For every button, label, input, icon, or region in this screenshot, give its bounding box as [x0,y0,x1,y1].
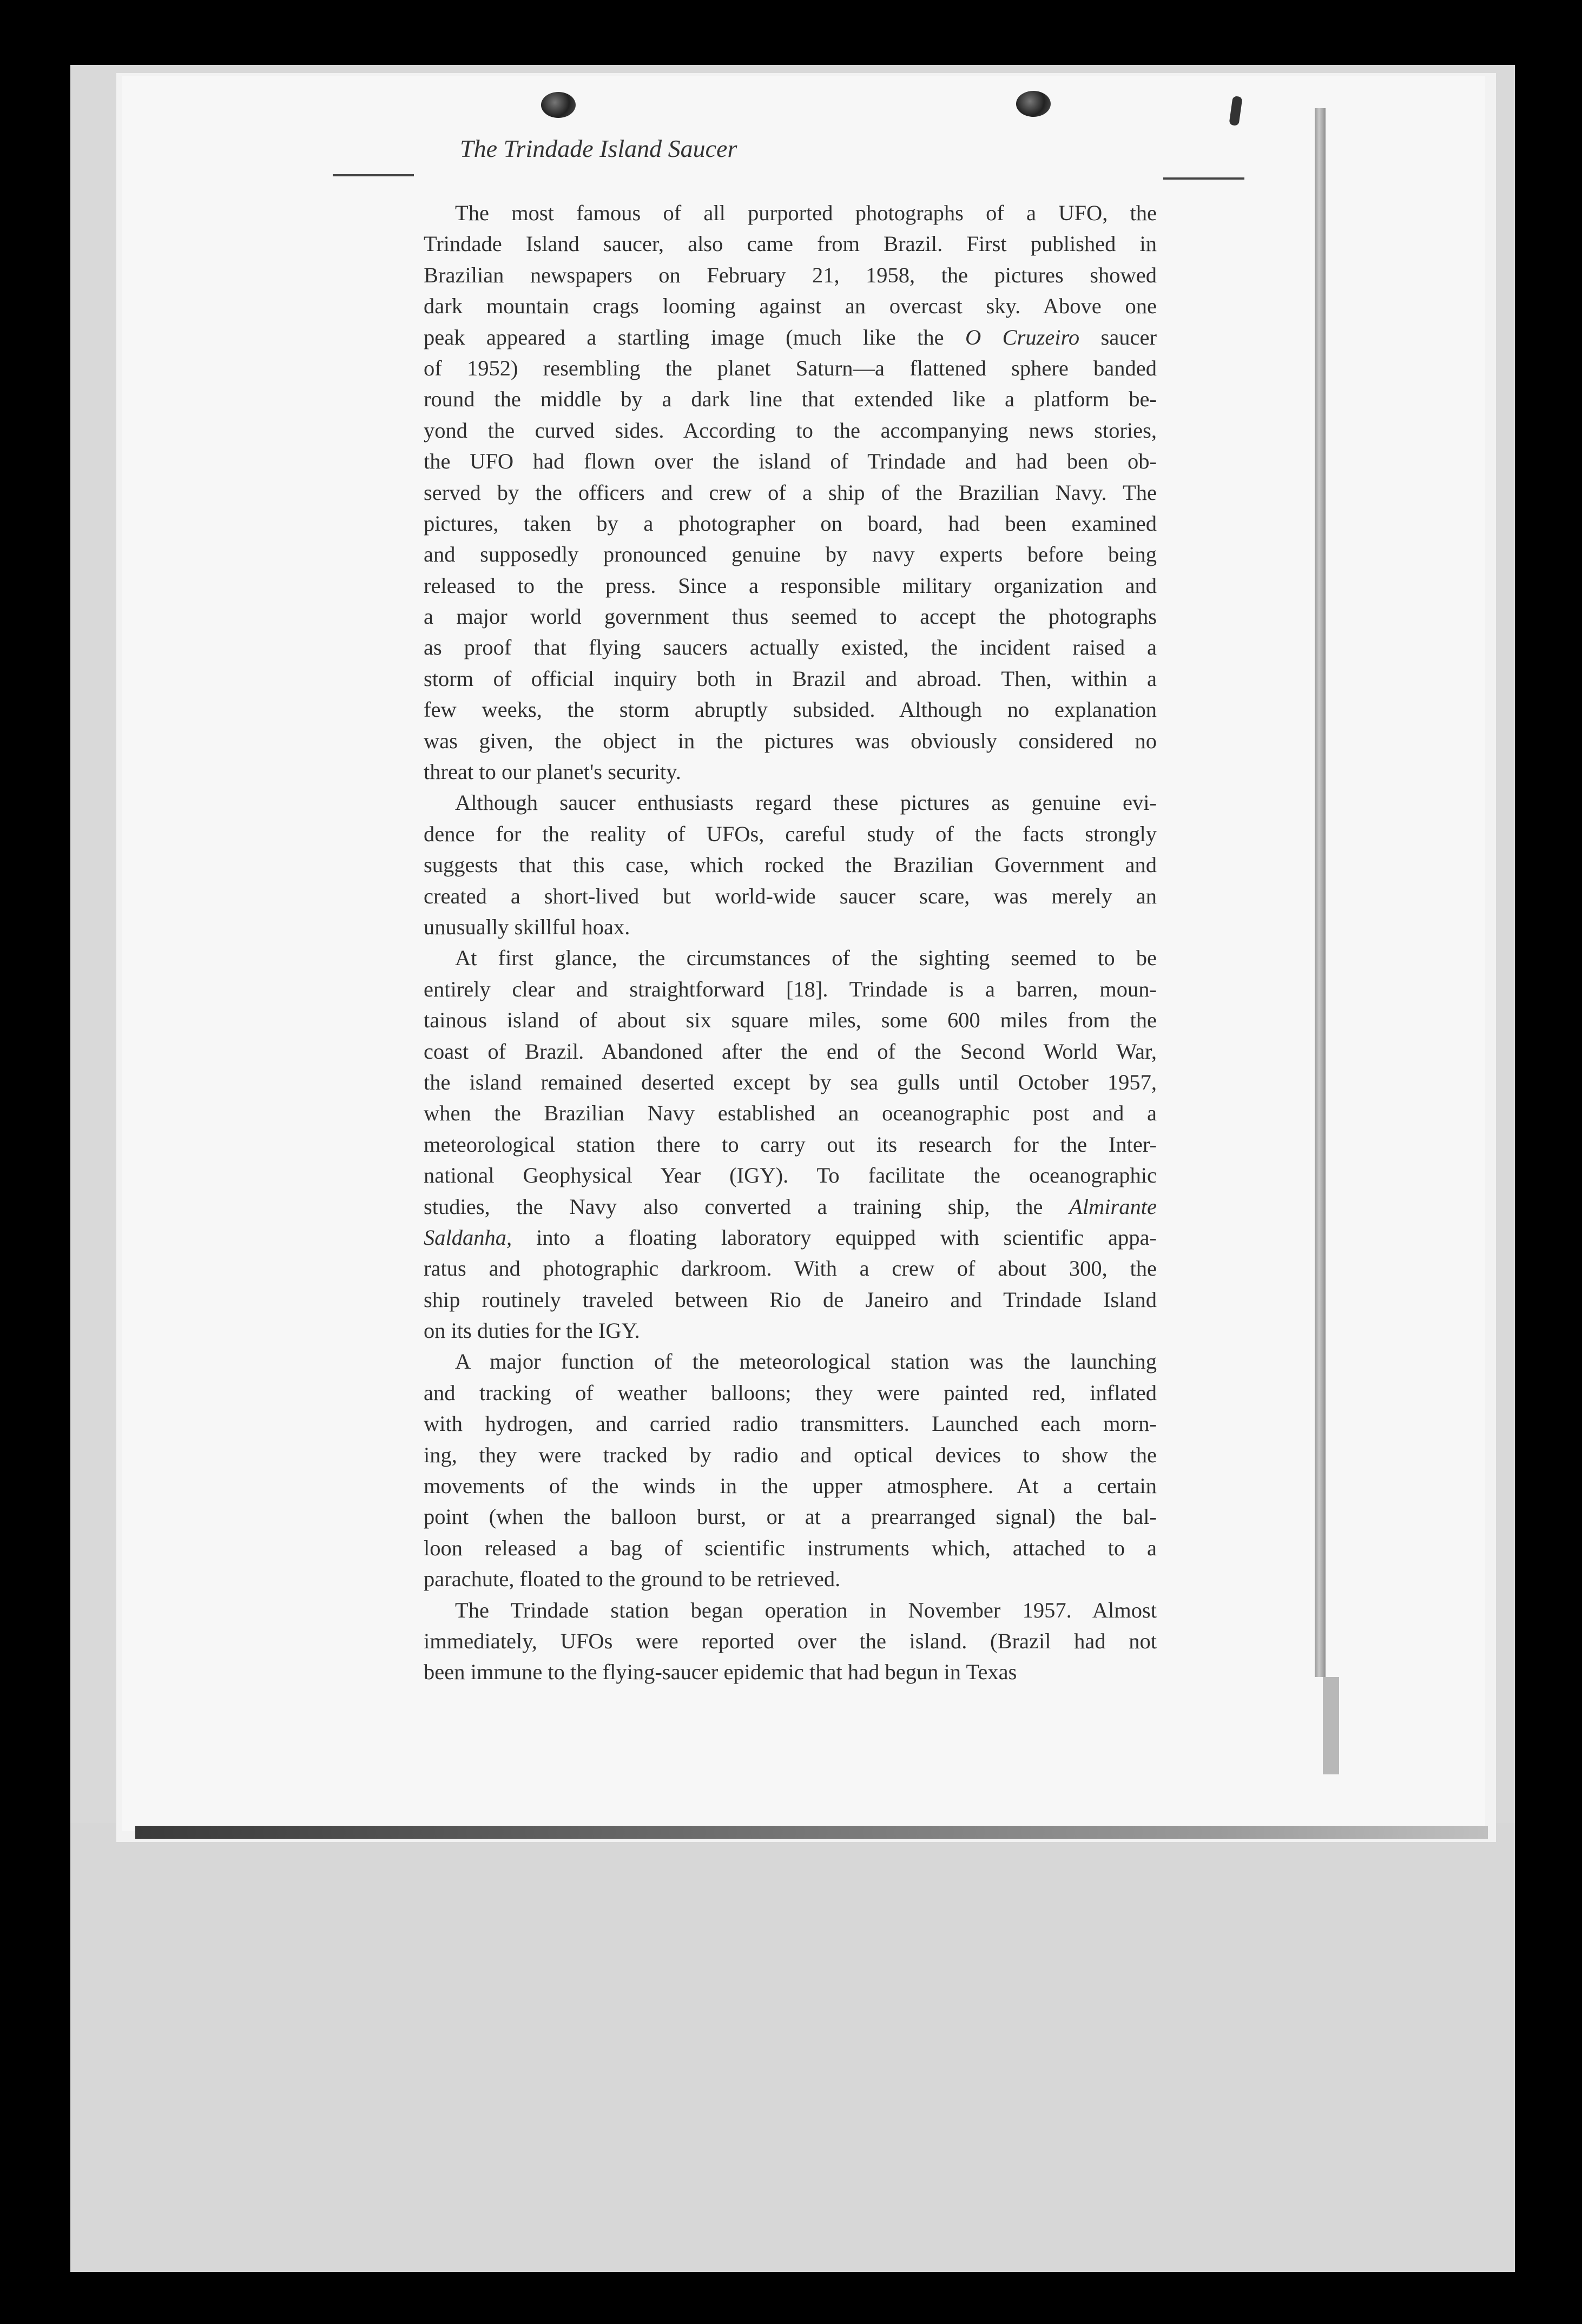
italic-text: O Cruzeiro [965,325,1080,349]
text-line: threat to our planet's security. [424,760,681,784]
text-line: the UFO had flown over the island of Trindade and had been ob- [424,449,1157,474]
text-line: and tracking of weather balloons; they were painted red, inflated [424,1380,1157,1405]
text-line: ratus and photographic darkroom. With a crew of about 300, the [424,1256,1157,1281]
text-line: a major world government thus seemed to accept the photographs [424,604,1157,629]
text-line: ing, they were tracked by radio and optical devices to show the [424,1442,1157,1467]
text-line: was given, the object in the pictures was obviously considered no [424,728,1157,753]
text-line: on its duties for the IGY. [424,1318,640,1343]
text-line: tainous island of about six square miles, some 600 miles from the [424,1008,1157,1033]
text-line: Brazilian newspapers on February 21, 1958, the pictures showed [424,262,1157,287]
italic-text: Saldanha, [424,1225,512,1250]
page-bottom-shadow [135,1826,1488,1839]
text-line: created a short-lived but world-wide saucer scare, was merely an [424,883,1157,908]
text-line: Trindade Island saucer, also came from Brazil. First published in [424,232,1157,256]
backing-board-lower [70,1823,1515,2272]
margin-rule-left [333,174,414,176]
page-right-edge-tail [1323,1677,1339,1774]
text-line: movements of the winds in the upper atmosphere. At a certain [424,1474,1157,1498]
text-line: national Geophysical Year (IGY). To facilitate the oceanographic [424,1163,1157,1188]
text-line: coast of Brazil. Abandoned after the end of the Second World War, [424,1039,1157,1064]
text-line: Although saucer enthusiasts regard these pictures as genuine evi- [455,790,1157,815]
punch-hole-right [1016,91,1051,117]
text-line: round the middle by a dark line that extended like a platform be- [424,387,1157,412]
text-line: At first glance, the circumstances of the sighting seemed to be [455,946,1157,970]
text-line: meteorological station there to carry out its research for the Inter- [424,1132,1157,1157]
text-line: dence for the reality of UFOs, careful study of the facts strongly [424,821,1157,846]
margin-rule-right [1163,177,1244,180]
text-line: few weeks, the storm abruptly subsided. Although no explanation [424,697,1157,722]
italic-text: Almirante [1069,1194,1157,1219]
text-line: as proof that flying saucers actually existed, the incident raised a [424,635,1157,660]
paragraph [424,1346,1157,1594]
text-line: A major function of the meteorological station was the launching [455,1349,1157,1374]
text-line: immediately, UFOs were reported over the island. (Brazil had not [424,1628,1157,1653]
paragraph [424,787,1157,942]
text-line: The most famous of all purported photographs of a UFO, the [455,201,1157,225]
paragraph [424,942,1157,1346]
text-line: storm of official inquiry both in Brazil and abroad. Then, within a [424,666,1157,691]
running-head: The Trindade Island Saucer [460,135,737,162]
text-line: parachute, floated to the ground to be retrieved. [424,1567,841,1592]
paragraph [424,1595,1157,1688]
text-line: the island remained deserted except by sea gulls until October 1957, [424,1069,1157,1094]
text-line: peak appeared a startling image (much like the O Cruzeiro saucer [424,325,1157,349]
text-line: released to the press. Since a responsible military organization and [424,573,1157,598]
text-line: studies, the Navy also converted a training ship, the Almirante [424,1194,1157,1219]
text-line: ship routinely traveled between Rio de Janeiro and Trindade Island [424,1287,1157,1312]
body-text [424,197,1157,1688]
text-line: yond the curved sides. According to the accompanying news stories, [424,418,1157,443]
text-line: of 1952) resembling the planet Saturn—a flattened sphere banded [424,355,1157,380]
text-line: and supposedly pronounced genuine by navy experts before being [424,542,1157,567]
page-right-edge [1315,108,1326,1677]
text-line: pictures, taken by a photographer on board, had been examined [424,511,1157,536]
punch-hole-left [541,92,576,118]
text-line: The Trindade station began operation in November 1957. Almost [455,1597,1157,1622]
text-line: served by the officers and crew of a ship of the Brazilian Navy. The [424,480,1157,505]
text-line: with hydrogen, and carried radio transmitters. Launched each morn- [424,1411,1157,1436]
text-line: entirely clear and straightforward [18]. Trindade is a barren, moun- [424,976,1157,1001]
text-line: been immune to the flying-saucer epidemic that had begun in Texas [424,1660,1017,1685]
text-line: suggests that this case, which rocked the Brazilian Government and [424,853,1157,877]
text-line: unusually skillful hoax. [424,914,630,939]
paragraph [424,197,1157,787]
text-line: point (when the balloon burst, or at a prearranged signal) the bal- [424,1504,1157,1529]
text-line: Saldanha, into a floating laboratory equipped with scientific appa- [424,1225,1157,1250]
text-line: dark mountain crags looming against an overcast sky. Above one [424,294,1157,319]
text-line: loon released a bag of scientific instruments which, attached to a [424,1535,1157,1560]
text-line: when the Brazilian Navy established an oceanographic post and a [424,1101,1157,1126]
